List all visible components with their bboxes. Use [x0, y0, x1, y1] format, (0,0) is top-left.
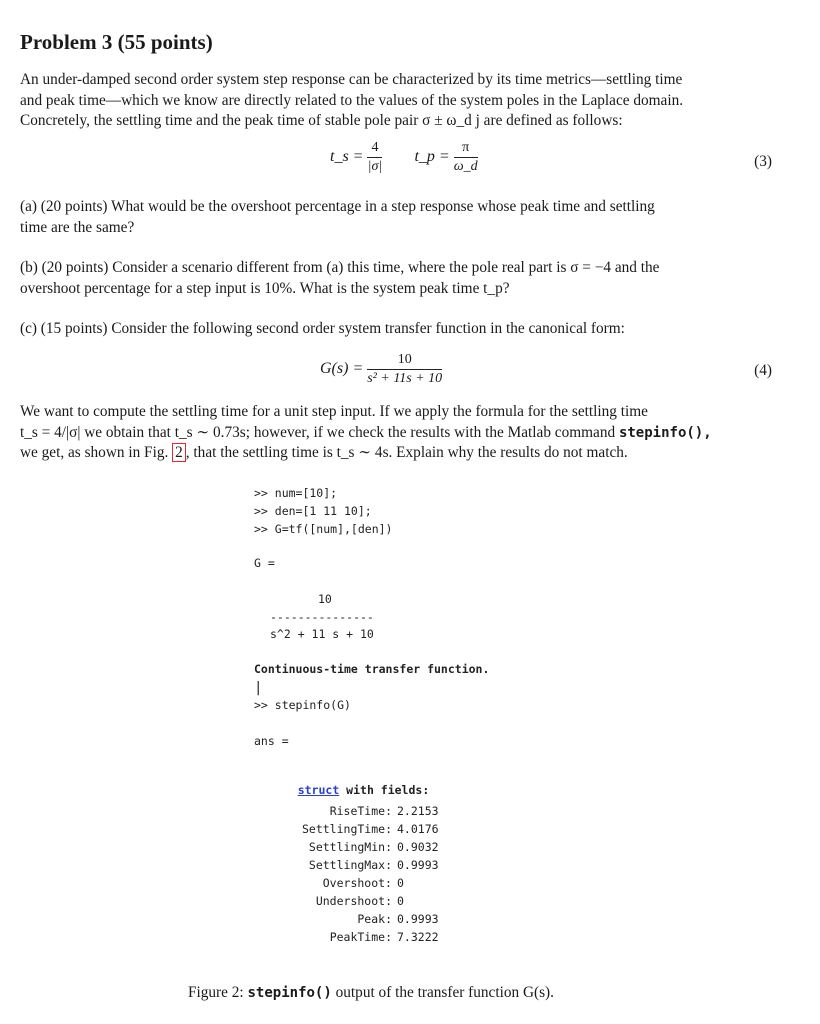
- field-name: PeakTime:: [329, 930, 392, 944]
- part-b-line-2: overshoot percentage for a step input is 10%. What is the system peak time t_p?: [20, 279, 510, 297]
- part-c: [20, 319, 775, 340]
- part-b: [20, 258, 775, 299]
- field-name: RiseTime:: [329, 804, 392, 818]
- equation-3-number: (3): [754, 153, 772, 170]
- matlab-cmd-num: >> num=[10];: [254, 486, 338, 500]
- intro-paragraph: [20, 70, 775, 132]
- figure-reference-link[interactable]: 2: [172, 443, 186, 462]
- equation-4: [320, 352, 442, 387]
- matlab-cmd-tf: >> G=tf([num],[den]): [254, 522, 393, 536]
- matlab-g-label: G =: [254, 556, 275, 570]
- part-a: [20, 197, 775, 238]
- matlab-cursor: |: [254, 680, 263, 696]
- struct-line-rest: with fields:: [339, 783, 430, 797]
- part-a-line-1: (a) (20 points) What would be the overshoot percentage in a step response whose peak time and settling: [20, 198, 655, 215]
- figure-caption: [188, 984, 554, 1002]
- part-b-line-1: (b) (20 points) Consider a scenario different from (a) this time, where the pole real part is σ = −4 and the: [20, 259, 660, 276]
- intro-line-2: and peak time—which we know are directly related to the values of the system poles in the Laplace domain.: [20, 91, 684, 109]
- ts-denominator: |σ|: [367, 159, 383, 174]
- field-value: 4.0176: [397, 822, 439, 836]
- equation-4-number: (4): [754, 362, 772, 379]
- struct-link[interactable]: struct: [297, 783, 340, 797]
- field-value: 0.9993: [397, 912, 439, 926]
- followup-line-2: [20, 423, 775, 444]
- field-name: Peak:: [357, 912, 392, 926]
- field-value: 0: [397, 894, 404, 908]
- ts-lhs: t_s =: [330, 148, 364, 166]
- field-name: Overshoot:: [322, 876, 392, 890]
- matlab-tf-bar: ---------------: [270, 610, 374, 624]
- followup-line-2-text: t_s = 4/|σ| we obtain that t_s ∼ 0.73s; however, if we check the results with the Matlab command: [20, 423, 616, 441]
- part-a-line-2: time are the same?: [20, 218, 135, 236]
- stepinfo-inline-code: stepinfo(),: [618, 424, 712, 441]
- part-c-line-1: (c) (15 points) Consider the following second order system transfer function in the canonical form:: [20, 320, 625, 337]
- field-value: 2.2153: [397, 804, 439, 818]
- field-value: 0.9032: [397, 840, 439, 854]
- followup-line-3-post: , that the settling time is t_s ∼ 4s. Explain why the results do not match.: [185, 444, 628, 461]
- followup-paragraph: [20, 402, 775, 464]
- field-name: SettlingMin:: [308, 840, 392, 854]
- gs-numerator: 10: [367, 352, 442, 370]
- field-name: SettlingMax:: [308, 858, 392, 872]
- matlab-tf-type: Continuous-time transfer function.: [254, 662, 490, 676]
- matlab-cmd-stepinfo: >> stepinfo(G): [254, 698, 351, 712]
- matlab-cmd-den: >> den=[1 11 10];: [254, 504, 372, 518]
- caption-label: Figure 2:: [188, 984, 244, 1001]
- field-value: 7.3222: [397, 930, 439, 944]
- field-name: SettlingTime:: [301, 822, 392, 836]
- ts-numerator: 4: [367, 140, 382, 158]
- matlab-tf-denominator: s^2 + 11 s + 10: [270, 627, 374, 641]
- tp-denominator: ω_d: [453, 159, 478, 174]
- tp-numerator: π: [454, 140, 478, 158]
- matlab-tf-numerator: 10: [318, 592, 332, 606]
- gs-lhs: G(s) =: [320, 360, 364, 378]
- gs-denominator: s² + 11s + 10: [367, 371, 443, 386]
- problem-title: Problem 3 (55 points): [20, 30, 213, 54]
- caption-text: output of the transfer function G(s).: [335, 984, 554, 1001]
- matlab-ans-label: ans =: [254, 734, 289, 748]
- gs-fraction: [367, 352, 442, 387]
- intro-line-3: Concretely, the settling time and the peak time of stable pole pair σ ± ω_d j are defined as follows:: [20, 112, 623, 129]
- ts-fraction: [367, 140, 382, 175]
- followup-line-3-pre: we get, as shown in Fig.: [20, 444, 169, 461]
- field-value: 0.9993: [397, 858, 439, 872]
- caption-code: stepinfo(): [247, 985, 332, 1001]
- tp-fraction: [454, 140, 478, 175]
- field-value: 0: [397, 876, 404, 890]
- followup-line-1: We want to compute the settling time for a unit step input. If we apply the formula for the settling time: [20, 403, 648, 420]
- equation-3: [330, 140, 478, 175]
- field-name: Undershoot:: [315, 894, 392, 908]
- tp-lhs: t_p =: [414, 148, 450, 166]
- intro-line-1: An under-damped second order system step response can be characterized by its time metrics—settling time: [20, 71, 683, 88]
- followup-line-3: [20, 443, 775, 464]
